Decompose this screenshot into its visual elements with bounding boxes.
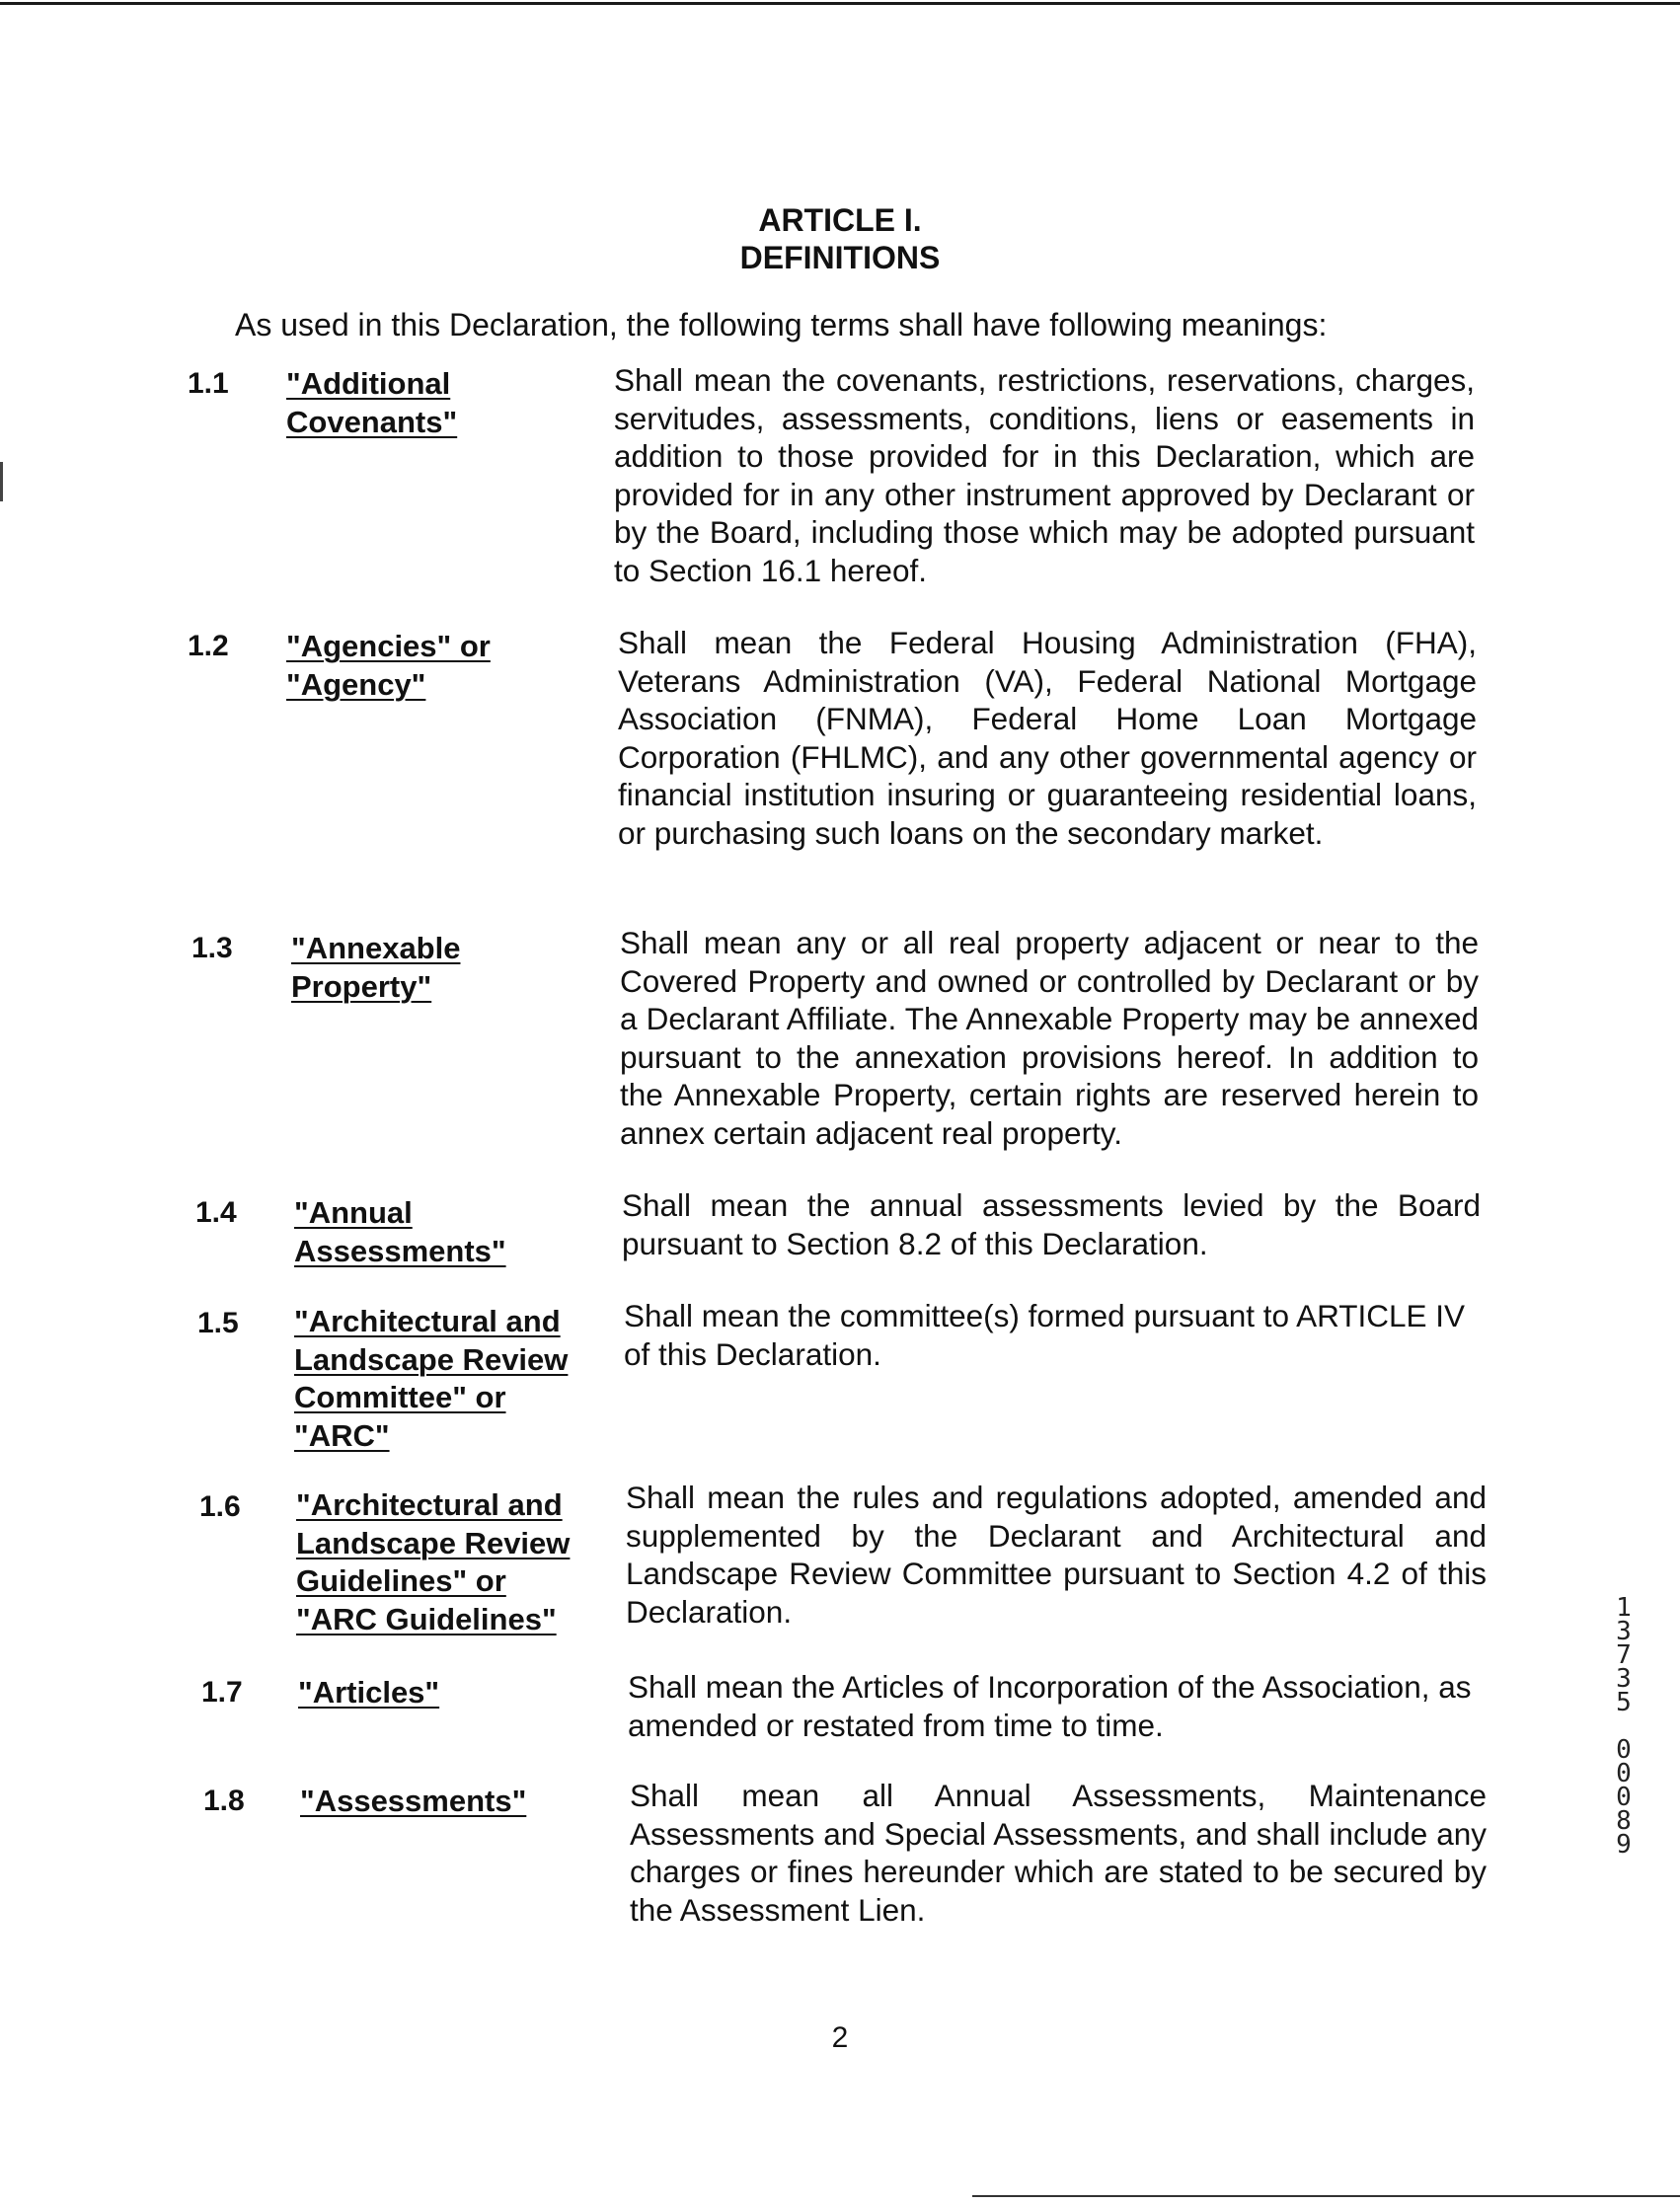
definition-number: 1.5	[197, 1307, 239, 1339]
stamp-digit: 00089	[1609, 1735, 1639, 1854]
stamp-digit: 13735	[1609, 1593, 1639, 1711]
definition-term: "Architectural and Landscape Review Guidelines" or "ARC Guidelines"	[296, 1487, 571, 1636]
side-stamp	[1609, 1592, 1644, 1855]
article-title: DEFINITIONS	[739, 240, 941, 275]
definition-term: "Additional Covenants"	[286, 366, 458, 439]
definition-number: 1.3	[191, 932, 233, 964]
definition-text: Shall mean the committee(s) formed pursuant to ARTICLE IV of this Declaration.	[624, 1298, 1466, 1372]
definition-number: 1.1	[188, 367, 229, 400]
definition-text: Shall mean any or all real property adjacent or near to the Covered Property and owned or controlled by Declarant or by a Declarant Affiliate. The Annexable Property may be annexed pursuant to the annexation provisions hereof. In addition to the Annexable Property, certain rights are reserved herein to annex certain adjacent real property.	[620, 925, 1479, 1151]
definition-text: Shall mean all Annual Assessments, Maintenance Assessments and Special Assessments, and shall include any charges or fines hereunder which are stated to be secured by the Assessment Lien.	[630, 1778, 1487, 1928]
page-number: 2	[831, 2021, 849, 2054]
definition-term: "Agencies" or "Agency"	[286, 629, 491, 702]
intro-paragraph: As used in this Declaration, the following terms shall have following meanings:	[235, 307, 1328, 342]
definition-number: 1.8	[203, 1785, 245, 1817]
definition-term: "Annexable Property"	[291, 931, 461, 1004]
bottom-rule	[972, 2195, 1680, 2197]
definition-text: Shall mean the covenants, restrictions, reservations, charges, servitudes, assessments, conditions, liens or easements in addition to those provided for in this Declaration, which are provided for in any other instrument approved by Declarant or by the Board, including those which may be adopted pursuant to Section 16.1 hereof.	[614, 362, 1475, 588]
definition-text: Shall mean the annual assessments levied by the Board pursuant to Section 8.2 of this Declaration.	[622, 1187, 1481, 1261]
scan-edge-mark	[0, 462, 3, 501]
definition-text: Shall mean the rules and regulations adopted, amended and supplemented by the Declarant and Architectural and Landscape Review Committee pursuant to Section 4.2 of this Declaration.	[626, 1480, 1487, 1630]
definition-term: "Articles"	[298, 1675, 440, 1710]
definition-term: "Assessments"	[300, 1784, 527, 1818]
definition-number: 1.6	[199, 1490, 241, 1523]
definition-number: 1.2	[188, 630, 229, 662]
definition-text: Shall mean the Articles of Incorporation of the Association, as amended or restated from time to time.	[628, 1669, 1472, 1743]
top-rule	[0, 2, 1680, 5]
definition-term: "Annual Assessments"	[294, 1195, 506, 1268]
definition-number: 1.7	[201, 1676, 243, 1709]
definition-term: "Architectural and Landscape Review Committee" or "ARC"	[294, 1304, 569, 1453]
definition-number: 1.4	[195, 1196, 237, 1229]
article-heading: ARTICLE I.	[758, 202, 922, 238]
definition-text: Shall mean the Federal Housing Administration (FHA), Veterans Administration (VA), Federal National Mortgage Association (FNMA), Federal Home Loan Mortgage Corporation (FHLMC), and any other governmental agency or financial institution insuring or guaranteeing residential loans, or purchasing such loans on the secondary market.	[618, 625, 1477, 851]
